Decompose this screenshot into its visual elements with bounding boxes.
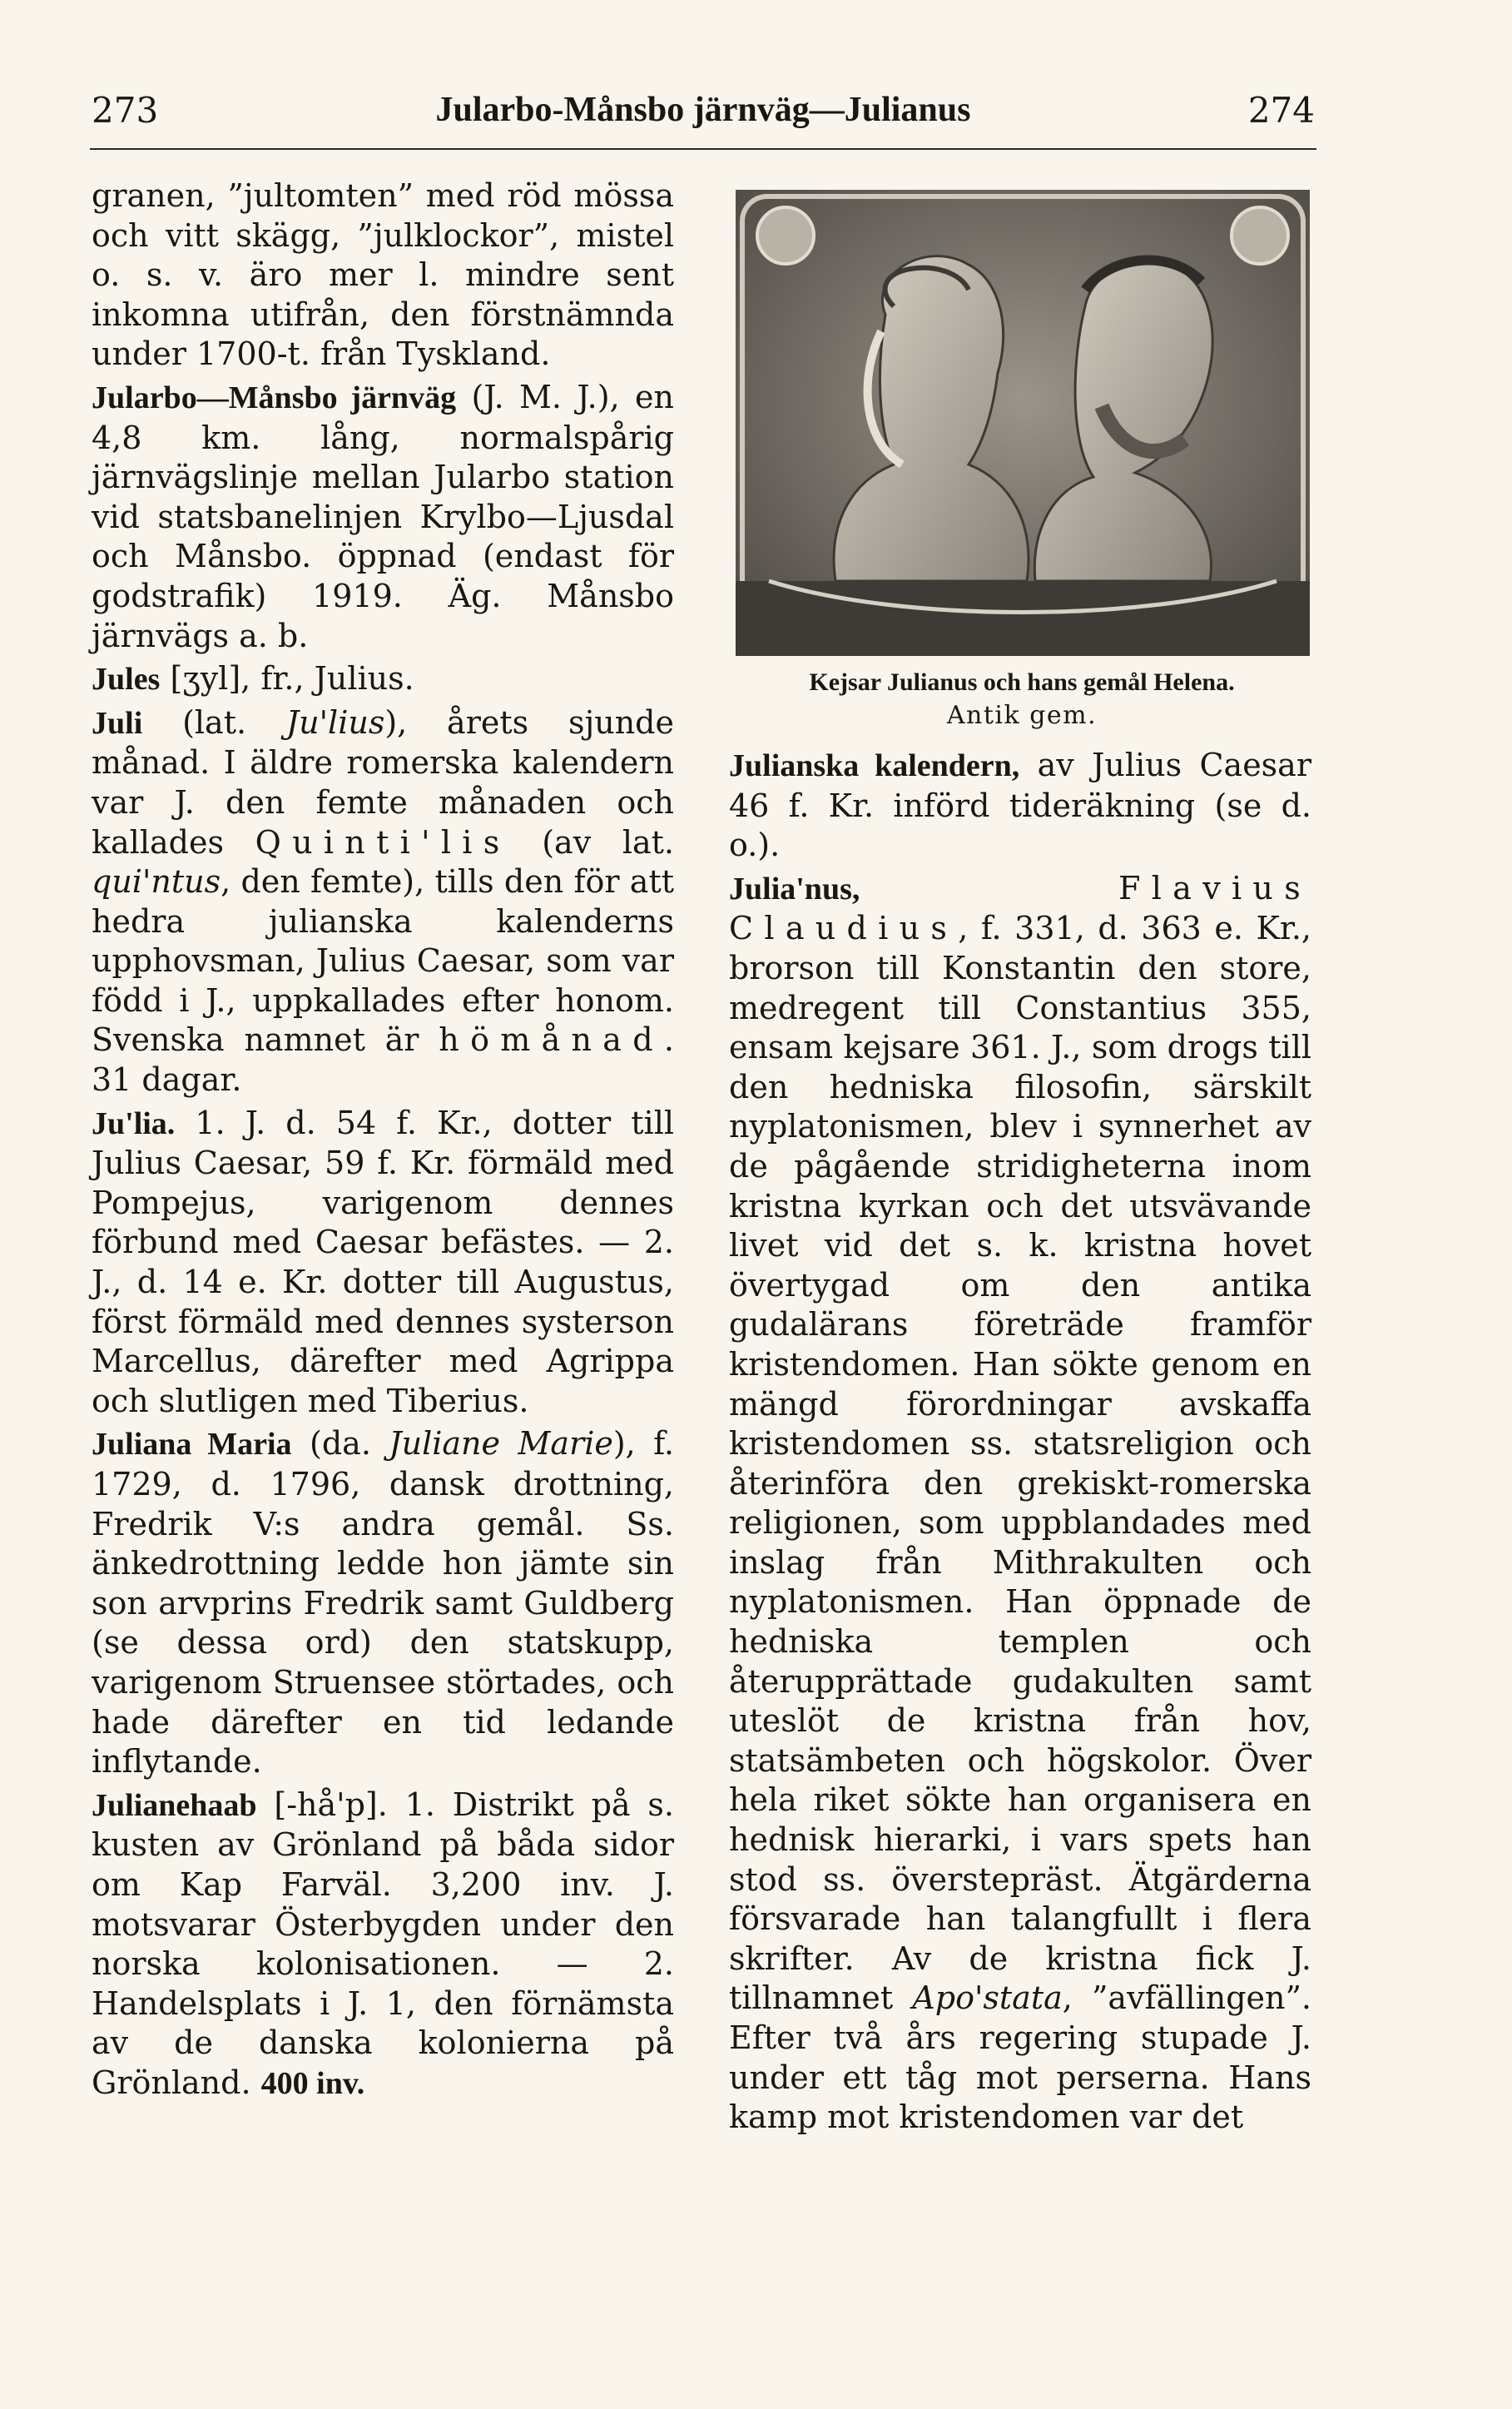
entry-continuation: granen, ”jultomten” med röd mössa och vitt skägg, ”julklockor”, mistel o. s. v. äro mer l. mindre sent inkomna utifrån, den förstnämnda under 1700-t. från Tyskland. [92,177,674,373]
headword: Jularbo—Månsbo järnväg [92,380,457,415]
entry-jularbo-mansbo: Jularbo—Månsbo järnväg (J. M. J.), en 4,8 km. lång, normalspårig järnvägslinje mellan Jularbo station vid statsbanelinjen Krylbo—Ljusdal och Månsbo. öppnad (endast för godstrafik) 1919. Äg. Månsbo järnvägs a. b. [92,378,674,654]
headword: Juliana Maria [92,1427,292,1463]
page-number-right: 274 [1247,90,1315,131]
entry-julianska-kalendern: Julianska kalendern, av Julius Caesar 46 f. Kr. införd tideräkning (se d. o.). [729,747,1312,864]
entry-jules: Jules [ʒyl], fr., Julius. [92,660,414,698]
right-column [729,743,1311,2138]
headword: Ju'lia. [92,1105,176,1141]
caption-subtitle: Antik gem. [946,701,1098,730]
page-number-left: 273 [92,90,159,131]
cameo-illustration [736,190,1310,656]
headword: Julianska kalendern, [729,748,1020,783]
entry-juli: Juli (lat. Ju'lius), årets sjunde månad. I äldre romerska kalendern var J. den femte månaden och kallades Quinti'lis (av lat. qui'ntus, den femte), tills den för att hedra julianska kalenderns upphovsman, Julius Caesar, som var född i J., uppkallades efter honom. Svenska namnet är hömånad. 31 dagar. [92,703,674,1099]
header-rule [90,148,1316,150]
entry-julia: Ju'lia. 1. J. d. 54 f. Kr., dotter till Julius Caesar, 59 f. Kr. förmäld med Pompejus, varigenom dennes förbund med Caesar befästes. — 2. J., d. 14 e. Kr. dotter till Augustus, först förmäld med dennes systerson Marcellus, därefter med Agrippa och slutligen med Tiberius. [92,1104,674,1419]
caption-title: Kejsar Julianus och hans gemål Helena. [809,668,1235,696]
running-title: Jularbo-Månsbo järnväg—Julianus [435,91,971,129]
entry-juliana-maria: Juliana Maria (da. Juliane Marie), f. 1729, d. 1796, dansk drottning, Fredrik V:s andra gemål. Ss. änkedrottning ledde hon jämte sin son arvprins Fredrik samt Guldberg (se dessa ord) den statskupp, varigenom Struensee störtades, och hade därefter en tid ledande inflytande. [92,1425,674,1781]
headword: Juli [92,705,143,741]
page-header [92,90,1315,140]
entry-julianus: Julia'nus, Flavius Claudius, f. 331, d. 363 e. Kr., brorson till Konstantin den store, medregent till Constantius 355, ensam kejsare 361. J., som drogs till den hedniska filosofin, särskilt nyplatonismen, blev i synnerhet av de pågående stridigheterna inom kristna kyrkan och det utsvävande livet vid det s. k. kristna hovet övertygad om den antika gudalärans företräde framför kristendomen. Han sökte genom en mängd förordningar avskaffa kristendomen ss. statsreligion och återinföra den grekiskt-romerska religionen, som uppblandades med inslag från Mithrakulten och nyplatonismen. Han öppnade de hedniska templen och återupprättade gudakulten samt uteslöt de kristna från hov, statsämbeten och högskolor. Över hela riket sökte han organisera en hednisk hierarki, i vars spets han stod ss. överstepräst. Ätgärderna försvarade han talangfullt i flera skrifter. Av de kristna fick J. tillnamnet Apo'stata, ”avfällingen”. Efter två års regering stupade J. under ett tåg mot perserna. Hans kamp mot kristendomen var det [729,869,1311,2136]
headword: Julia'nus, [729,871,860,906]
headword: Jules [92,662,161,698]
headword: Julianehaab [92,1787,257,1823]
figure-caption [729,666,1315,733]
left-column [92,176,674,2104]
entry-julianehaab: Julianehaab [-hå'p]. 1. Distrikt på s. kusten av Grönland på båda sidor om Kap Farväl. 3,200 inv. J. motsvarar Österbygden under den norska kolonisationen. — 2. Handelsplats i J. 1, den förnämsta av de danska kolonierna på Grönland. 400 inv. [92,1786,674,2101]
cameo-image [736,190,1310,656]
